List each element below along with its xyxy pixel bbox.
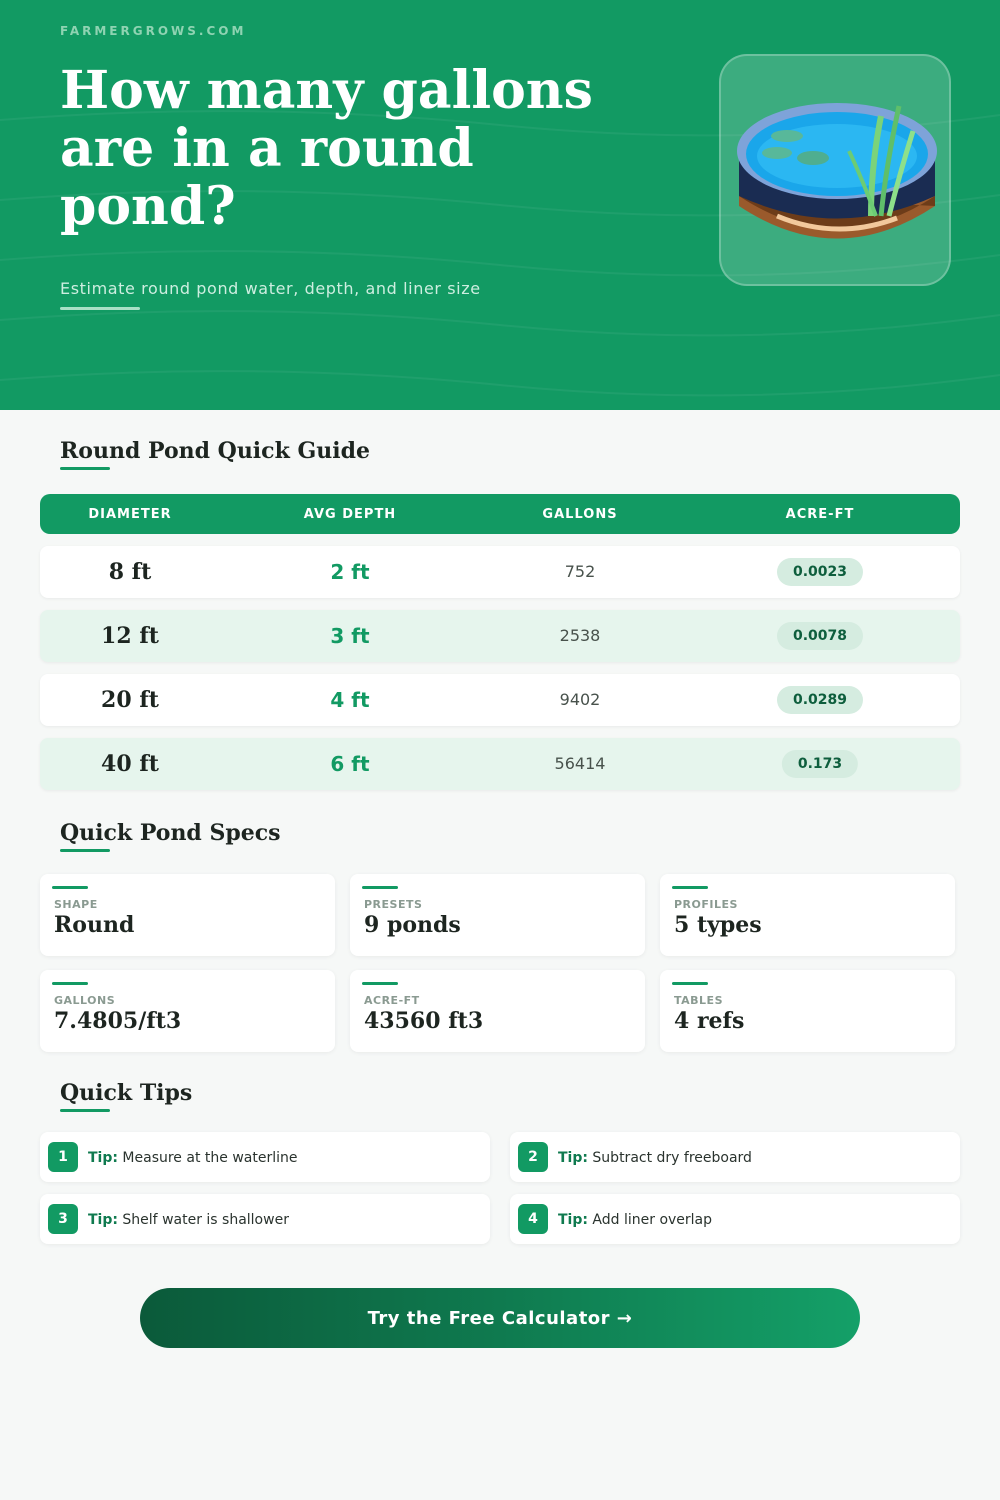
acre-ft-badge: 0.0289 bbox=[777, 686, 863, 714]
spec-accent-bar bbox=[672, 982, 708, 985]
spec-accent-bar bbox=[672, 886, 708, 889]
spec-label: GALLONS bbox=[54, 994, 116, 1007]
table-header bbox=[40, 494, 960, 534]
spec-card-acre-ft bbox=[350, 970, 645, 1052]
spec-label: PROFILES bbox=[674, 898, 738, 911]
table-row bbox=[40, 738, 960, 790]
avg-depth-cell: 2 ft bbox=[330, 560, 370, 584]
header-avg-depth: AVG DEPTH bbox=[303, 507, 397, 522]
tip-prefix: Tip: bbox=[88, 1150, 118, 1166]
tip-text bbox=[88, 1194, 289, 1244]
spec-value: 7.4805/ft3 bbox=[54, 1008, 182, 1034]
tip-text bbox=[558, 1132, 752, 1182]
spec-accent-bar bbox=[362, 886, 398, 889]
tip-item bbox=[510, 1194, 960, 1244]
tip-item bbox=[40, 1194, 490, 1244]
diameter-cell: 40 ft bbox=[101, 751, 159, 777]
gallons-cell: 56414 bbox=[554, 754, 606, 773]
tip-body: Add liner overlap bbox=[592, 1212, 713, 1228]
tip-body: Subtract dry freeboard bbox=[592, 1150, 752, 1166]
spec-accent-bar bbox=[52, 886, 88, 889]
tip-item bbox=[40, 1132, 490, 1182]
gallons-cell: 752 bbox=[564, 562, 596, 581]
header-gallons: GALLONS bbox=[542, 507, 618, 522]
spec-accent-bar bbox=[362, 982, 398, 985]
table-row bbox=[40, 546, 960, 598]
tip-number-badge: 2 bbox=[518, 1142, 548, 1172]
header-acre-ft: ACRE-FT bbox=[785, 507, 855, 522]
tip-body: Shelf water is shallower bbox=[122, 1212, 289, 1228]
spec-value: 5 types bbox=[674, 912, 762, 938]
round-pond-icon bbox=[721, 56, 953, 288]
tip-prefix: Tip: bbox=[558, 1150, 588, 1166]
tip-prefix: Tip: bbox=[88, 1212, 118, 1228]
tips-title-underline bbox=[60, 1109, 110, 1112]
tip-prefix: Tip: bbox=[558, 1212, 588, 1228]
table-row bbox=[40, 674, 960, 726]
header-diameter: DIAMETER bbox=[88, 507, 172, 522]
spec-value: 43560 ft3 bbox=[364, 1008, 484, 1034]
acre-ft-badge: 0.0078 bbox=[777, 622, 863, 650]
tips-section-title: Quick Tips bbox=[60, 1080, 193, 1106]
tip-number-badge: 1 bbox=[48, 1142, 78, 1172]
spec-label: ACRE-FT bbox=[364, 994, 420, 1007]
tip-body: Measure at the waterline bbox=[122, 1150, 298, 1166]
site-name[interactable]: FARMERGROWS.COM bbox=[60, 24, 247, 38]
spec-value: 4 refs bbox=[674, 1008, 745, 1034]
avg-depth-cell: 3 ft bbox=[330, 624, 370, 648]
page-title: How many gallons are in a round pond? bbox=[60, 60, 593, 237]
spec-value: Round bbox=[54, 912, 135, 938]
specs-section-title: Quick Pond Specs bbox=[60, 820, 281, 846]
page-subtitle: Estimate round pond water, depth, and liner size bbox=[60, 279, 481, 298]
tip-number-badge: 4 bbox=[518, 1204, 548, 1234]
spec-card-shape bbox=[40, 874, 335, 956]
diameter-cell: 20 ft bbox=[101, 687, 159, 713]
guide-title-underline bbox=[60, 467, 110, 470]
guide-section-title: Round Pond Quick Guide bbox=[60, 438, 370, 464]
avg-depth-cell: 6 ft bbox=[330, 752, 370, 776]
free-calculator-button[interactable]: Try the Free Calculator → bbox=[140, 1288, 860, 1348]
avg-depth-cell: 4 ft bbox=[330, 688, 370, 712]
acre-ft-badge: 0.173 bbox=[782, 750, 858, 778]
spec-label: TABLES bbox=[674, 994, 723, 1007]
spec-value: 9 ponds bbox=[364, 912, 461, 938]
tip-number-badge: 3 bbox=[48, 1204, 78, 1234]
spec-card-profiles bbox=[660, 874, 955, 956]
acre-ft-badge: 0.0023 bbox=[777, 558, 863, 586]
hero-banner bbox=[0, 0, 1000, 410]
spec-accent-bar bbox=[52, 982, 88, 985]
tip-text bbox=[558, 1194, 712, 1244]
spec-card-presets bbox=[350, 874, 645, 956]
pond-illustration-card bbox=[719, 54, 951, 286]
diameter-cell: 8 ft bbox=[108, 559, 152, 585]
table-row bbox=[40, 610, 960, 662]
diameter-cell: 12 ft bbox=[101, 623, 159, 649]
spec-label: SHAPE bbox=[54, 898, 98, 911]
subtitle-underline bbox=[60, 307, 140, 310]
spec-label: PRESETS bbox=[364, 898, 423, 911]
spec-card-gallons bbox=[40, 970, 335, 1052]
gallons-cell: 9402 bbox=[559, 690, 601, 709]
specs-title-underline bbox=[60, 849, 110, 852]
tip-item bbox=[510, 1132, 960, 1182]
spec-card-tables bbox=[660, 970, 955, 1052]
gallons-cell: 2538 bbox=[559, 626, 601, 645]
tip-text bbox=[88, 1132, 297, 1182]
